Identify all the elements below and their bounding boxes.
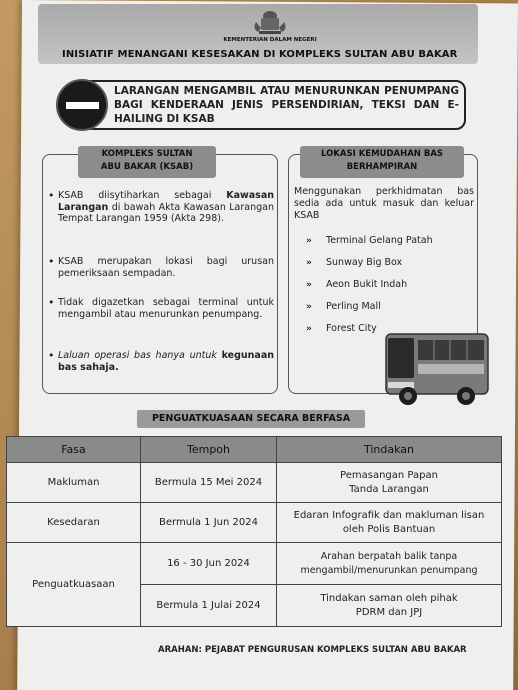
cell-fasa: Makluman (7, 463, 141, 503)
bullet-icon: • (48, 349, 55, 362)
double-chevron-icon: » (306, 302, 312, 312)
ksab-bullet-3 (48, 297, 274, 320)
bus-intro-text: Menggunakan perkhidmatan bas sedia ada untuk masuk dan keluar KSAB (294, 186, 474, 221)
ksab-title-line1: KOMPLEKS SULTAN (101, 149, 193, 159)
location-item (306, 323, 377, 334)
coat-of-arms-icon (250, 8, 290, 36)
ksab-bullet-1 (48, 190, 274, 225)
table-row (7, 503, 502, 543)
bullet1-text-a: KSAB diisytiharkan sebagai (58, 190, 227, 201)
cell-fasa: Kesedaran (7, 503, 141, 543)
bullet4-text-a: Laluan operasi bas hanya untuk (58, 350, 222, 361)
bullet3-text: Tidak digazetkan sebagai terminal untuk mengambil atau menurunkan penumpang. (58, 297, 274, 320)
location-item (306, 301, 381, 312)
cell-tindakan: Tindakan saman oleh pihak PDRM dan JPJ (277, 585, 502, 627)
bullet1-text-bold: Kawasan Larangan (58, 190, 274, 213)
cell-tempoh: Bermula 15 Mei 2024 (141, 463, 277, 503)
double-chevron-icon: » (306, 280, 312, 290)
cell-tindakan: Edaran Infografik dan makluman lisan oleh Polis Bantuan (277, 503, 502, 543)
cell-tindakan: Arahan berpatah balik tanpa mengambil/menurunkan penumpang (277, 543, 502, 585)
header-tindakan: Tindakan (277, 437, 502, 463)
location-label: Aeon Bukit Indah (326, 279, 408, 290)
location-label: Terminal Gelang Patah (326, 235, 433, 246)
cell-tempoh: 16 - 30 Jun 2024 (141, 543, 277, 585)
table-row (7, 543, 502, 585)
page-title: INISIATIF MENANGANI KESESAKAN DI KOMPLEKS SULTAN ABU BAKAR (62, 49, 458, 60)
footer-directive: ARAHAN: PEJABAT PENGURUSAN KOMPLEKS SULTAN ABU BAKAR (158, 645, 467, 655)
no-entry-icon (56, 79, 108, 131)
cell-fasa: Penguatkuasaan (7, 543, 141, 627)
bullet-icon: • (48, 189, 55, 202)
notice-text: LARANGAN MENGAMBIL ATAU MENURUNKAN PENUMPANG BAGI KENDERAAN JENIS PERSENDIRIAN, TEKSI DAN E-HAILING DI KSAB (114, 85, 459, 125)
location-label: Sunway Big Box (326, 257, 403, 268)
header-fasa: Fasa (7, 437, 141, 463)
header-tempoh: Tempoh (141, 437, 277, 463)
ksab-bullet-2 (48, 256, 274, 279)
bus-title-line2: BERHAMPIRAN (346, 162, 418, 172)
ksab-bullet-4 (48, 350, 274, 373)
location-label: Perling Mall (326, 301, 381, 312)
bus-panel-title (300, 146, 464, 178)
location-item (306, 257, 402, 268)
ministry-name: KEMENTERIAN DALAM NEGERI (223, 37, 317, 43)
double-chevron-icon: » (306, 258, 312, 268)
cell-tempoh: Bermula 1 Julai 2024 (141, 585, 277, 627)
bullet2-text: KSAB merupakan lokasi bagi urusan pemeriksaan sempadan. (58, 256, 274, 279)
location-item (306, 235, 433, 246)
cell-tempoh: Bermula 1 Jun 2024 (141, 503, 277, 543)
table-header-row (7, 437, 502, 463)
bullet-icon: • (48, 296, 55, 309)
bus-icon (382, 328, 492, 410)
ksab-title-line2: ABU BAKAR (KSAB) (100, 162, 194, 172)
bullet1-text-c: di bawah Akta Kawasan Larangan Tempat Larangan 1959 (Akta 298). (58, 201, 274, 224)
enforcement-table (6, 436, 502, 627)
ksab-panel-title (78, 146, 216, 178)
enforcement-title: PENGUATKUASAAN SECARA BERFASA (137, 410, 365, 428)
bullet-icon: • (48, 255, 55, 268)
location-item (306, 279, 407, 290)
double-chevron-icon: » (306, 236, 312, 246)
double-chevron-icon: » (306, 324, 312, 334)
table-row (7, 463, 502, 503)
bullet4-text-bold: kegunaan bas sahaja. (58, 350, 274, 373)
cell-tindakan: Pemasangan Papan Tanda Larangan (277, 463, 502, 503)
location-label: Forest City (326, 323, 377, 334)
bus-title-line1: LOKASI KEMUDAHAN BAS (320, 149, 444, 159)
